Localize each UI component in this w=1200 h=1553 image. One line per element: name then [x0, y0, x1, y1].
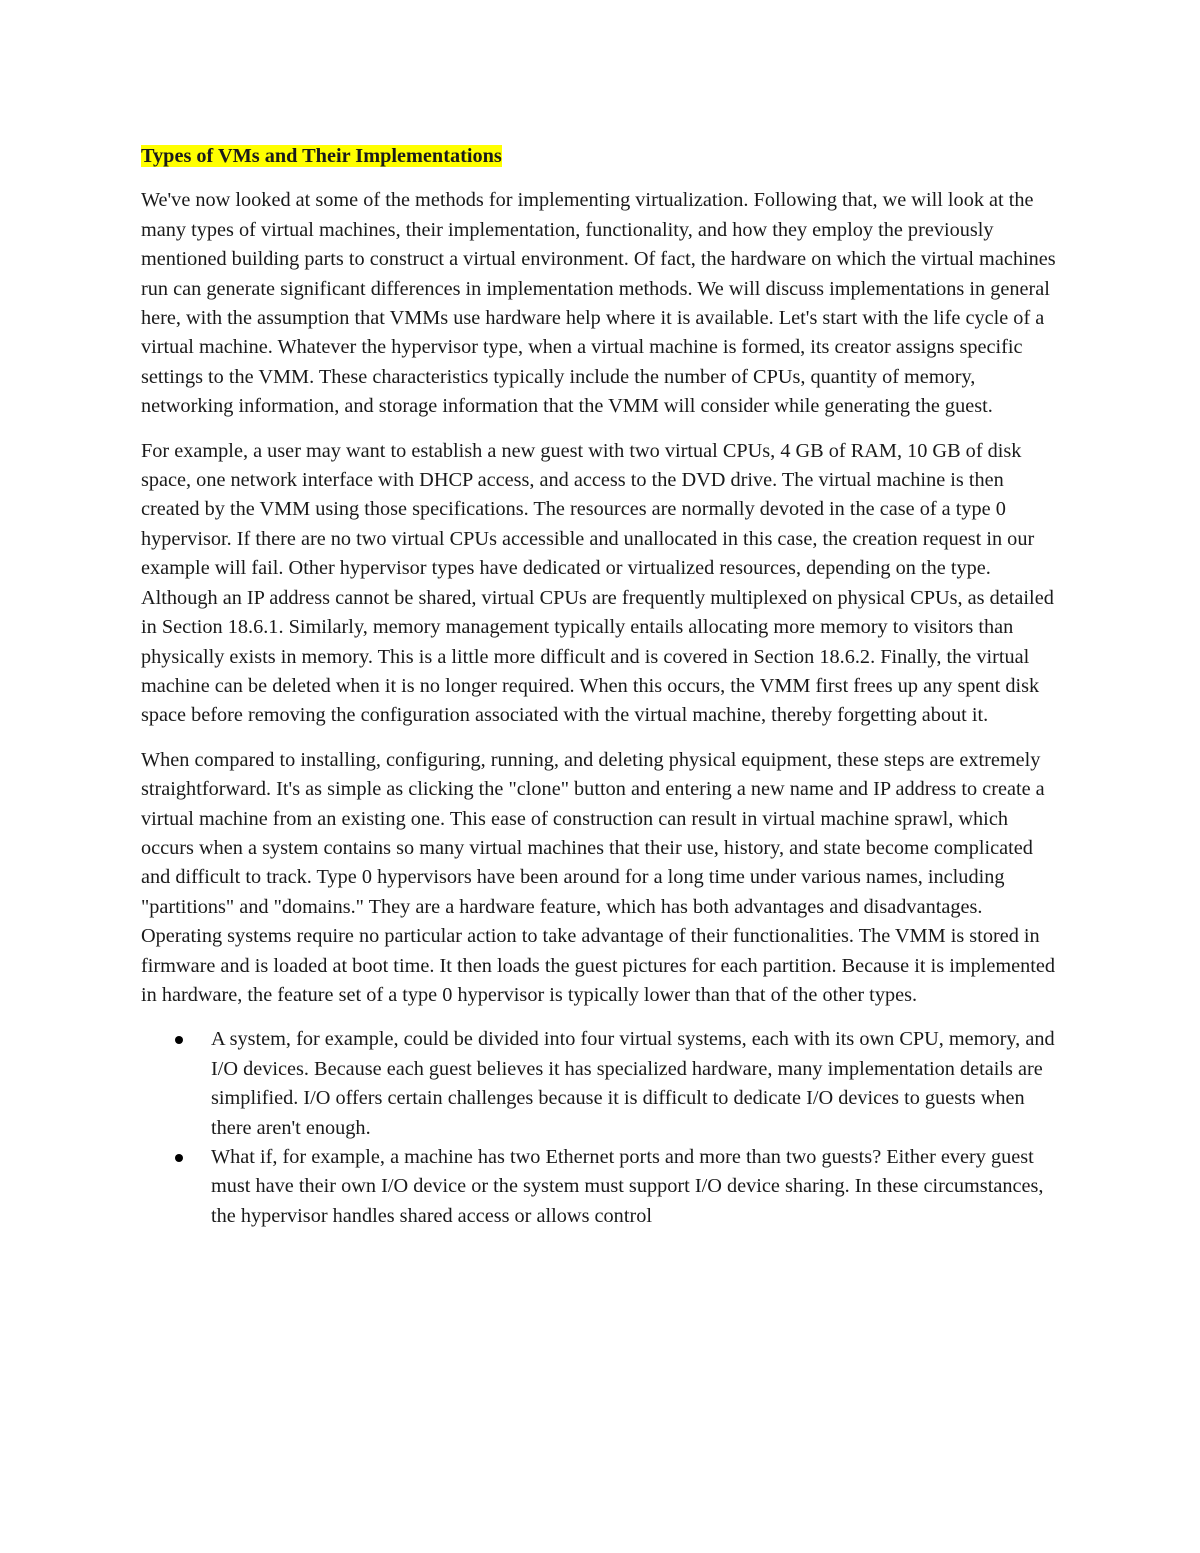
heading-highlight: Types of VMs and Their Implementations	[141, 145, 502, 167]
bullet-dot-icon	[175, 1036, 183, 1044]
bullet-dot-icon	[175, 1154, 183, 1162]
paragraph-2: For example, a user may want to establish a new guest with two virtual CPUs, 4 GB of RAM, 10 GB of disk space, one network interface with DHCP access, and access to the DVD drive. The virtual machine is then created by the VMM using those specifications. The resources are normally devoted in the case of a type 0 hypervisor. If there are no two virtual CPUs accessible and unallocated in this case, the creation request in our example will fail. Other hypervisor types have dedicated or virtualized resources, depending on the type. Although an IP address cannot be shared, virtual CPUs are frequently multiplexed on physical CPUs, as detailed in Section 18.6.1. Similarly, memory management typically entails allocating more memory to visitors than physically exists in memory. This is a little more difficult and is covered in Section 18.6.2. Finally, the virtual machine can be deleted when it is no longer required. When this occurs, the VMM first frees up any spent disk space before removing the configuration associated with the virtual machine, thereby forgetting about it.	[141, 439, 1054, 727]
bullet-text: A system, for example, could be divided into four virtual systems, each with its own CPU, memory, and I/O devices. Because each guest believes it has specialized hardware, many implementation details are simplified. I/O offers certain challenges because it is difficult to dedicate I/O devices to guests when there aren't enough.	[211, 1028, 1055, 1139]
paragraph-3: When compared to installing, configuring, running, and deleting physical equipment, these steps are extremely straightforward. It's as simple as clicking the "clone" button and entering a new name and IP address to create a virtual machine from an existing one. This ease of construction can result in virtual machine sprawl, which occurs when a system contains so many virtual machines that their use, history, and state become complicated and difficult to track. Type 0 hypervisors have been around for a long time under various names, including "partitions" and "domains." They are a hardware feature, which has both advantages and disadvantages. Operating systems require no particular action to take advantage of their functionalities. The VMM is stored in firmware and is loaded at boot time. It then loads the guest pictures for each partition. Because it is implemented in hardware, the feature set of a type 0 hypervisor is typically lower than that of the other types.	[141, 748, 1056, 1006]
document-body	[141, 142, 1063, 1231]
bullet-item-1	[141, 1025, 1063, 1143]
bullet-item-2	[141, 1143, 1063, 1231]
bullet-list	[141, 1025, 1063, 1231]
bullet-text: What if, for example, a machine has two Ethernet ports and more than two guests? Either every guest must have their own I/O device or the system must support I/O device sharing. In these circumstances, the hypervisor handles shared access or allows control	[211, 1146, 1044, 1227]
section-heading	[141, 142, 1063, 171]
paragraph-1: We've now looked at some of the methods for implementing virtualization. Following that, we will look at the many types of virtual machines, their implementation, functionality, and how they employ the previously mentioned building parts to construct a virtual environment. Of fact, the hardware on which the virtual machines run can generate significant differences in implementation methods. We will discuss implementations in general here, with the assumption that VMMs use hardware help where it is available. Let's start with the life cycle of a virtual machine. Whatever the hypervisor type, when a virtual machine is formed, its creator assigns specific settings to the VMM. These characteristics typically include the number of CPUs, quantity of memory, networking information, and storage information that the VMM will consider while generating the guest.	[141, 189, 1056, 418]
